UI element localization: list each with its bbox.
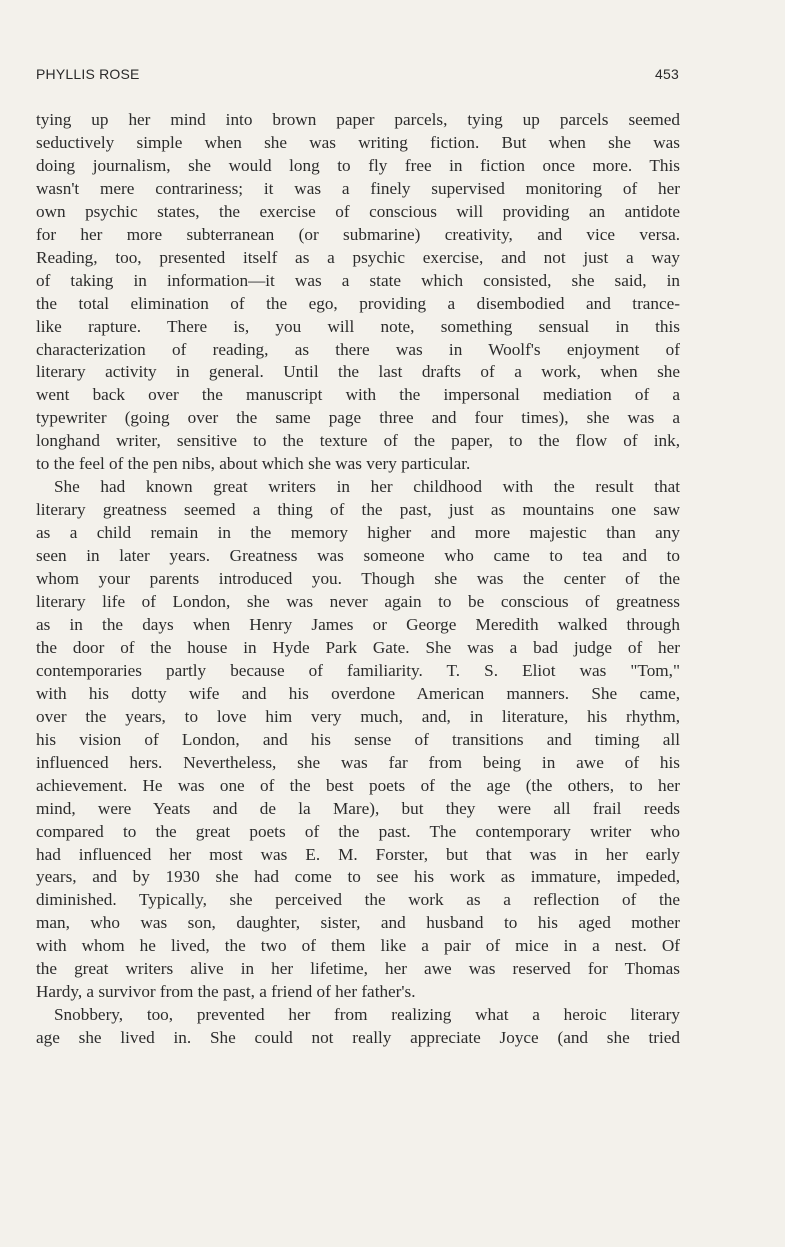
text-line: wasn't mere contrariness; it was a finely supervised monitoring of her [36, 178, 680, 198]
text-line: mind, were Yeats and de la Mare), but they were all frail reeds [36, 798, 680, 818]
text-line: diminished. Typically, she perceived the work as a reflection of the [36, 890, 680, 910]
text-line: influenced hers. Nevertheless, she was far from being in awe of his [36, 752, 680, 772]
text-line: contemporaries partly because of familiarity. T. S. Eliot was "Tom," [36, 660, 680, 680]
running-head-author: PHYLLIS ROSE [36, 66, 140, 82]
text-line: like rapture. There is, you will note, something sensual in this [36, 316, 680, 336]
text-line: literary greatness seemed a thing of the past, just as mountains one saw [36, 500, 680, 520]
text-line: Snobbery, too, prevented her from realizing what a heroic literary [54, 1005, 680, 1025]
text-line: for her more subterranean (or submarine) creativity, and vice versa. [36, 224, 680, 244]
text-line: as in the days when Henry James or George Meredith walked through [36, 614, 680, 634]
text-line: compared to the great poets of the past. The contemporary writer who [36, 821, 680, 841]
text-line: Hardy, a survivor from the past, a friend of her father's. [36, 982, 416, 1002]
text-line: doing journalism, she would long to fly free in fiction once more. This [36, 155, 680, 175]
text-line: as a child remain in the memory higher and more majestic than any [36, 523, 680, 543]
page-number: 453 [655, 66, 679, 82]
text-line: seen in later years. Greatness was someone who came to tea and to [36, 546, 680, 566]
text-line: to the feel of the pen nibs, about which she was very particular. [36, 454, 471, 474]
text-line: over the years, to love him very much, and, in literature, his rhythm, [36, 706, 680, 726]
text-line: whom your parents introduced you. Though she was the center of the [36, 569, 680, 589]
text-line: typewriter (going over the same page three and four times), she was a [36, 408, 680, 428]
text-line: characterization of reading, as there was in Woolf's enjoyment of [36, 339, 680, 359]
body-text [36, 109, 680, 1050]
text-line: had influenced her most was E. M. Forster, but that was in her early [36, 844, 680, 864]
text-line: tying up her mind into brown paper parcels, tying up parcels seemed [36, 110, 680, 129]
text-line: Reading, too, presented itself as a psychic exercise, and not just a way [36, 247, 680, 267]
text-line: his vision of London, and his sense of transitions and timing all [36, 729, 680, 749]
text-line: literary life of London, she was never again to be conscious of greatness [36, 592, 680, 612]
paragraph-1 [36, 109, 680, 476]
text-line: the door of the house in Hyde Park Gate. She was a bad judge of her [36, 637, 680, 657]
text-line: of taking in information—it was a state which consisted, she said, in [36, 270, 680, 290]
text-line: longhand writer, sensitive to the texture of the paper, to the flow of ink, [36, 431, 680, 451]
text-line: achievement. He was one of the best poets of the age (the others, to her [36, 775, 680, 795]
text-line: seductively simple when she was writing fiction. But when she was [36, 132, 680, 152]
text-line: She had known great writers in her childhood with the result that [54, 477, 680, 497]
paragraph-2 [36, 476, 680, 1004]
paragraph-3 [36, 1004, 680, 1050]
text-line: man, who was son, daughter, sister, and husband to his aged mother [36, 913, 680, 933]
text-line: age she lived in. She could not really appreciate Joyce (and she tried [36, 1028, 680, 1048]
text-line: with whom he lived, the two of them like a pair of mice in a nest. Of [36, 936, 680, 956]
text-line: literary activity in general. Until the last drafts of a work, when she [36, 362, 680, 382]
running-head [36, 66, 679, 82]
text-line: with his dotty wife and his overdone American manners. She came, [36, 683, 680, 703]
text-line: years, and by 1930 she had come to see his work as immature, impeded, [36, 867, 680, 887]
text-line: the total elimination of the ego, providing a disembodied and trance- [36, 293, 680, 313]
text-line: the great writers alive in her lifetime, her awe was reserved for Thomas [36, 959, 680, 979]
text-line: own psychic states, the exercise of conscious will providing an antidote [36, 201, 680, 221]
text-line: went back over the manuscript with the impersonal mediation of a [36, 385, 680, 405]
